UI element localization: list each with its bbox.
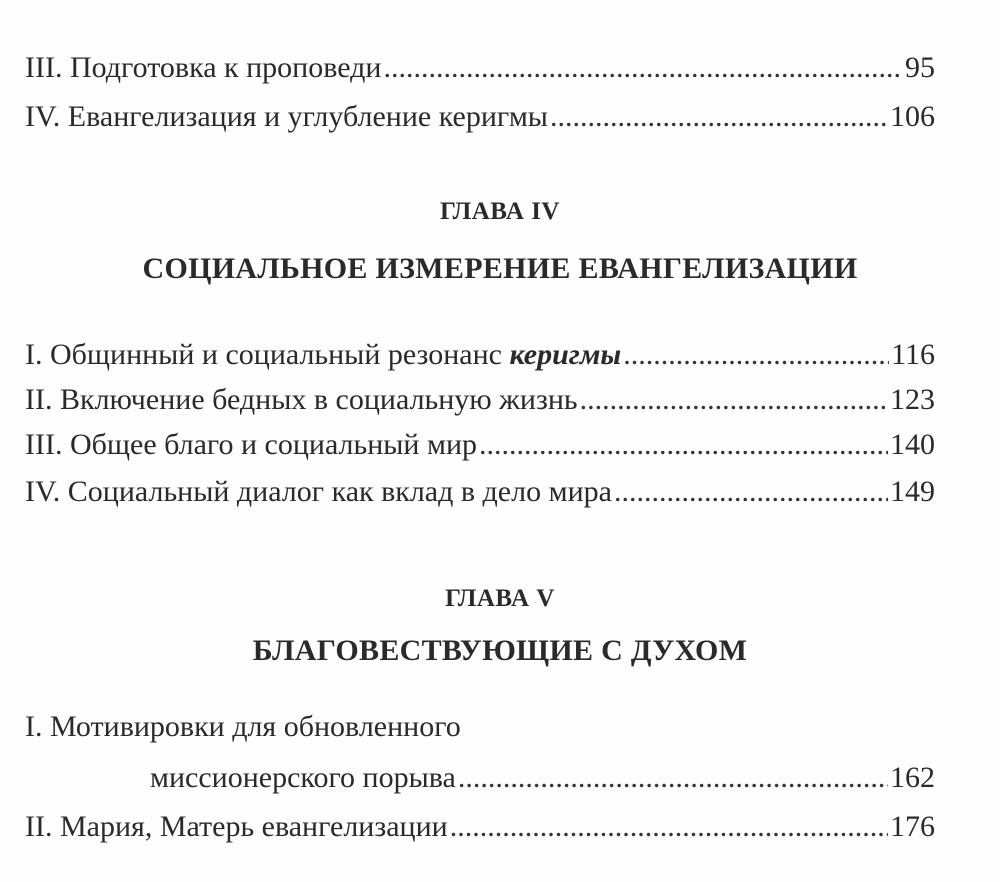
dot-leader (580, 382, 888, 418)
toc-entry (25, 809, 935, 845)
entry-page: 162 (890, 761, 935, 794)
entry-page: 106 (890, 100, 935, 133)
toc-entry (25, 474, 935, 510)
chapter-label: ГЛАВА V (445, 585, 555, 612)
toc-entry (25, 50, 935, 86)
entry-page: 95 (905, 51, 935, 84)
entry-title: III. Подготовка к проповеди (25, 51, 382, 84)
toc-entry (25, 382, 935, 418)
entry-title: IV. Социальный диалог как вклад в дело мира (25, 475, 612, 508)
chapter-title: СОЦИАЛЬНОЕ ИЗМЕРЕНИЕ ЕВАНГЕЛИЗАЦИИ (142, 252, 858, 285)
entry-title: I. Мотивировки для обновленного (25, 710, 461, 743)
chapter-label: ГЛАВА IV (439, 198, 560, 225)
toc-entry (25, 99, 935, 135)
entry-page: 116 (891, 338, 935, 371)
dot-leader (383, 50, 903, 86)
toc-entry (25, 337, 935, 373)
toc-entry (25, 427, 935, 463)
dot-leader (550, 99, 888, 135)
entry-title-continuation: миссионерского порыва (150, 761, 456, 794)
entry-title: II. Мария, Матерь евангелизации (25, 810, 448, 843)
dot-leader (623, 337, 889, 373)
dot-leader (614, 474, 888, 510)
dot-leader (479, 427, 888, 463)
entry-page: 149 (890, 475, 935, 508)
toc-entry (150, 760, 935, 796)
dot-leader (450, 809, 888, 845)
entry-page: 123 (890, 383, 935, 416)
entry-page: 140 (890, 428, 935, 461)
chapter-title: БЛАГОВЕСТВУЮЩИЕ С ДУХОМ (252, 634, 748, 667)
entry-page: 176 (890, 810, 935, 843)
entry-emphasis: керигмы (509, 338, 622, 371)
dot-leader (458, 760, 888, 796)
entry-title: II. Включение бедных в социальную жизнь (25, 383, 578, 416)
entry-title: III. Общее благо и социальный мир (25, 428, 478, 461)
entry-title: IV. Евангелизация и углубление керигмы (25, 100, 548, 133)
entry-title: I. Общинный и социальный резонанс керигмы (25, 338, 622, 371)
